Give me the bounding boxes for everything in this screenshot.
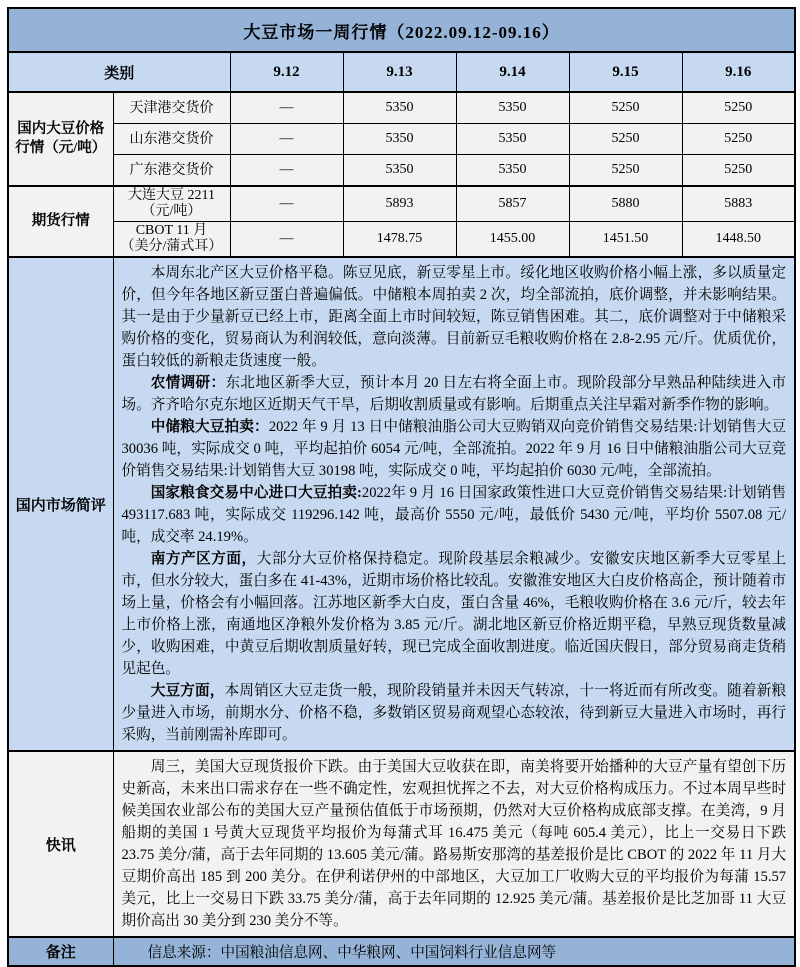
date-header-cell: 9.15 — [569, 52, 682, 92]
review-paragraph — [122, 416, 787, 482]
value-cell: 1448.50 — [682, 222, 795, 258]
table-header-row — [8, 52, 795, 92]
value-cell: 1455.00 — [456, 222, 569, 258]
contract-name: CBOT 11 月 — [135, 223, 208, 238]
table-row — [8, 222, 795, 258]
news-section-label: 快讯 — [8, 751, 113, 937]
table-row — [8, 155, 795, 187]
review-paragraph — [122, 548, 787, 680]
news-paragraph — [122, 756, 787, 932]
review-section-label: 国内市场简评 — [8, 257, 113, 751]
review-paragraph — [122, 372, 787, 416]
value-cell: 1451.50 — [569, 222, 682, 258]
value-cell: 5250 — [569, 155, 682, 187]
value-cell: — — [230, 155, 343, 187]
paragraph-lead: 大豆方面， — [150, 683, 225, 699]
value-cell: — — [230, 186, 343, 222]
row-label-cbot-nov — [113, 222, 230, 258]
table-row — [8, 751, 795, 937]
date-header-cell: 9.16 — [682, 52, 795, 92]
paragraph-text: 大部分大豆价格保持稳定。现阶段基层余粮减少。安徽安庆地区新季大豆零星上市，但水分较大，蛋白多在 41-43%，近期市场价格比较乱。安徽淮安地区大白皮价格高企，预计随着市场上量，价格会有小幅回落。江苏地区新季大白皮，蛋白含量 46%，毛粮收购价格在 3.6 元/斤，较去年上市价格上涨，南通地区净粮外发价格为 3.85 元/斤。湖北地区新豆价格近期平稳，早熟豆现货数量减少，收购困难，中黄豆后期收割质量好转，现已完成全面收割进度。临近国庆假日，部分贸易商走货稍见起色。 — [121, 551, 787, 677]
value-cell: — — [230, 222, 343, 258]
value-cell: 5880 — [569, 186, 682, 222]
paragraph-lead: 中储粮大豆拍卖： — [150, 419, 269, 435]
table-row — [8, 8, 795, 52]
paragraph-text: 本周东北产区大豆价格平稳。陈豆见底，新豆零星上市。绥化地区收购价格小幅上涨，多以质量定价，但今年各地区新豆蛋白普遍偏低。中储粮本周拍卖 2 次，均全部流拍，底价调整，并未影响结果。其一是由于少量新豆已经上市，距离全面上市时间较短，陈豆销售困难。其二，底价调整对于中储粮采购价格的变化，贸易商认为利润较低，意向淡薄。目前新豆毛粮收购价格在 2.8-2.95 元/斤。优质优价，蛋白较低的新粮走货速度一般。 — [121, 265, 787, 369]
paragraph-text: 本周销区大豆走货一般，现阶段销量并未因天气转凉，十一将近而有所改变。随着新粮少量进入市场，前期水分、价格不稳，多数销区贸易商观望心态较浓，待到新豆大量进入市场时，再行采购，当前刚需补库即可。 — [121, 683, 787, 743]
contract-unit: （元/吨） — [141, 204, 202, 219]
soybean-weekly-report-table — [7, 7, 796, 967]
contract-unit: （美分/蒲式耳） — [120, 239, 223, 254]
date-header-cell: 9.13 — [343, 52, 456, 92]
review-section-body — [113, 257, 795, 751]
value-cell: 1478.75 — [343, 222, 456, 258]
category-header-cell: 类别 — [8, 52, 230, 92]
notes-section-body: 信息来源：中国粮油信息网、中华粮网、中国饲料行业信息网等 — [113, 937, 795, 966]
value-cell: 5250 — [682, 124, 795, 155]
value-cell: 5883 — [682, 186, 795, 222]
value-cell: 5250 — [569, 124, 682, 155]
row-label-tianjin: 天津港交货价 — [113, 92, 230, 124]
value-cell: 5350 — [456, 124, 569, 155]
value-cell: 5350 — [343, 124, 456, 155]
value-cell: 5350 — [456, 155, 569, 187]
value-cell: — — [230, 92, 343, 124]
futures-section-label: 期货行情 — [8, 186, 113, 257]
contract-name: 大连大豆 2211 — [128, 188, 215, 203]
paragraph-text: 2022年 9 月 16 日国家政策性进口大豆竞价销售交易结果:计划销售 493117.683 吨，实际成交 119296.142 吨，最高价 5550 元/吨，最低价 5430 元/吨，平均价 5507.08 元/吨，成交率 24.19%。 — [121, 485, 787, 545]
paragraph-lead: 南方产区方面， — [150, 551, 257, 567]
value-cell: 5250 — [682, 155, 795, 187]
paragraph-text: 周三，美国大豆现货报价下跌。由于美国大豆收获在即，南美将要开始播种的大豆产量有望创下历史新高，未来出口需求存在一些不确定性，宏观担忧挥之不去，对大豆价格构成压力。不过本周早些时候美国农业部公布的美国大豆产量预估值低于市场预期，仍然对大豆价格构成底部支撑。在美湾，9 月船期的美国 1 号黄大豆现货平均报价为每蒲式耳 16.475 美元（每吨 605.4 美元），比上一交易日下跌 23.75 美分/蒲，高于去年同期的 13.605 美元/蒲。路易斯安那湾的基差报价是比 CBOT 的 2022 年 11 月大豆期价高出 185 到 200 美分。在伊利诺伊州的中部地区，大豆加工厂收购大豆的平均报价为每蒲 15.57 美元，比上一交易日下跌 33.75 美分/蒲，高于去年同期的 12.925 美元/蒲。基差报价是比芝加哥 11 大豆期价高出 30 美分到 230 美分不等。 — [121, 759, 787, 929]
review-paragraph — [122, 680, 787, 746]
paragraph-lead: 农情调研： — [150, 375, 226, 391]
value-cell: — — [230, 124, 343, 155]
value-cell: 5350 — [343, 92, 456, 124]
news-section-body — [113, 751, 795, 937]
value-cell: 5857 — [456, 186, 569, 222]
review-paragraph — [122, 482, 787, 548]
table-row — [8, 186, 795, 222]
date-header-cell: 9.12 — [230, 52, 343, 92]
paragraph-text: 2022 年 9 月 13 日中储粮油脂公司大豆购销双向竞价销售交易结果:计划销售大豆 30036 吨，实际成交 0 吨，平均起拍价 6054 元/吨，全部流拍。2022 年 9 月 16 日中储粮油脂公司大豆竞价销售交易结果:计划销售大豆 30198 吨，实际成交 0 吨，平均起拍价 6030 元/吨，全部流拍。 — [121, 419, 787, 479]
value-cell: 5350 — [456, 92, 569, 124]
table-row — [8, 124, 795, 155]
price-section-label: 国内大豆价格行情（元/吨） — [8, 92, 113, 186]
row-label-shandong: 山东港交货价 — [113, 124, 230, 155]
paragraph-text: 东北地区新季大豆，预计本月 20 日左右将全面上市。现阶段部分早熟品种陆续进入市场。齐齐哈尔克东地区近期天气干旱，后期收割质量或有影响。后期重点关注早霜对新季作物的影响。 — [121, 375, 787, 413]
date-header-cell: 9.14 — [456, 52, 569, 92]
value-cell: 5350 — [343, 155, 456, 187]
review-paragraph — [122, 262, 787, 372]
value-cell: 5893 — [343, 186, 456, 222]
table-row — [8, 257, 795, 751]
value-cell: 5250 — [682, 92, 795, 124]
row-label-guangdong: 广东港交货价 — [113, 155, 230, 187]
table-row — [8, 92, 795, 124]
row-label-dalian-2211 — [113, 186, 230, 222]
table-row — [8, 937, 795, 966]
notes-section-label: 备注 — [8, 937, 113, 966]
paragraph-lead: 国家粮食交易中心进口大豆拍卖: — [150, 485, 362, 501]
page-title: 大豆市场一周行情（2022.09.12-09.16） — [8, 8, 795, 52]
value-cell: 5250 — [569, 92, 682, 124]
